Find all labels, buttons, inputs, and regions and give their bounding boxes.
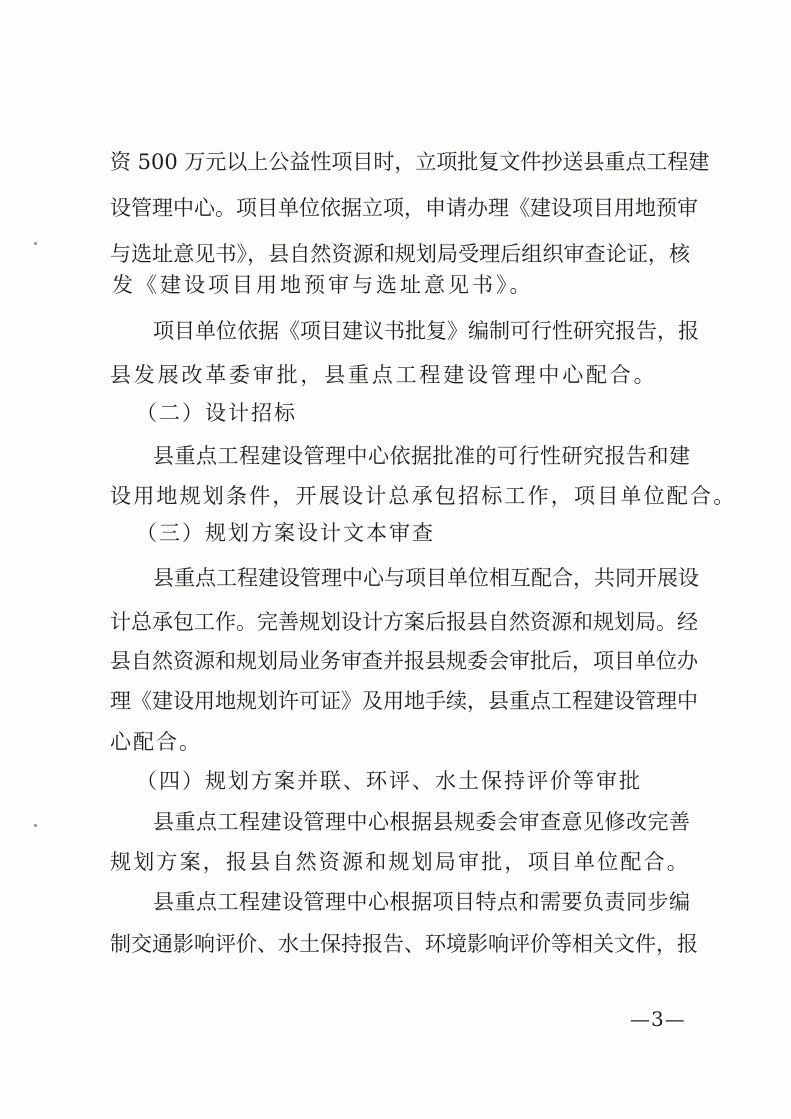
body-line: 资 500 万元以上公益性项目时，立项批复文件抄送县重点工程建 [110, 150, 710, 174]
body-line: 县重点工程建设管理中心依据批准的可行性研究报告和建 [153, 444, 690, 468]
body-line: 县重点工程建设管理中心与项目单位相互配合，共同开展设 [153, 566, 699, 590]
body-line: 理《建设用地规划许可证》及用地手续，县重点工程建设管理中 [110, 689, 698, 713]
body-line: 设管理中心。项目单位依据立项，申请办理《建设项目用地预审 [110, 196, 698, 220]
scan-speck [34, 242, 37, 245]
body-line: 县自然资源和规划局业务审查并报县规委会审批后，项目单位办 [110, 649, 698, 673]
body-line: 计总承包工作。完善规划设计方案后报县自然资源和规划局。经 [110, 610, 698, 634]
body-line: 发《建设项目用地预审与选址意见书》。 [112, 273, 534, 297]
scan-speck [34, 824, 37, 827]
section-heading: （三）规划方案设计文本审查 [136, 521, 435, 545]
body-line: 县重点工程建设管理中心根据县规委会审查意见修改完善 [153, 810, 690, 834]
body-line: 心配合。 [110, 730, 202, 754]
body-line: 规划方案，报县自然资源和规划局审批，项目单位配合。 [110, 850, 690, 874]
body-line: 县重点工程建设管理中心根据项目特点和需要负责同步编 [153, 890, 690, 914]
page-number: —3— [630, 1007, 686, 1031]
body-line: 县发展改革委审批，县重点工程建设管理中心配合。 [110, 363, 658, 387]
section-heading: （二）设计招标 [136, 401, 297, 425]
body-line: 与选址意见书》，县自然资源和规划局受理后组织审查论证，核 [110, 242, 690, 266]
body-line: 设用地规划条件，开展设计总承包招标工作，项目单位配合。 [110, 484, 737, 508]
body-line: 制交通影响评价、水土保持报告、环境影响评价等相关文件，报 [110, 932, 698, 956]
body-line: 项目单位依据《项目建议书批复》编制可行性研究报告，报 [153, 319, 699, 343]
section-heading: （四）规划方案并联、环评、水土保持评价等审批 [136, 769, 642, 793]
